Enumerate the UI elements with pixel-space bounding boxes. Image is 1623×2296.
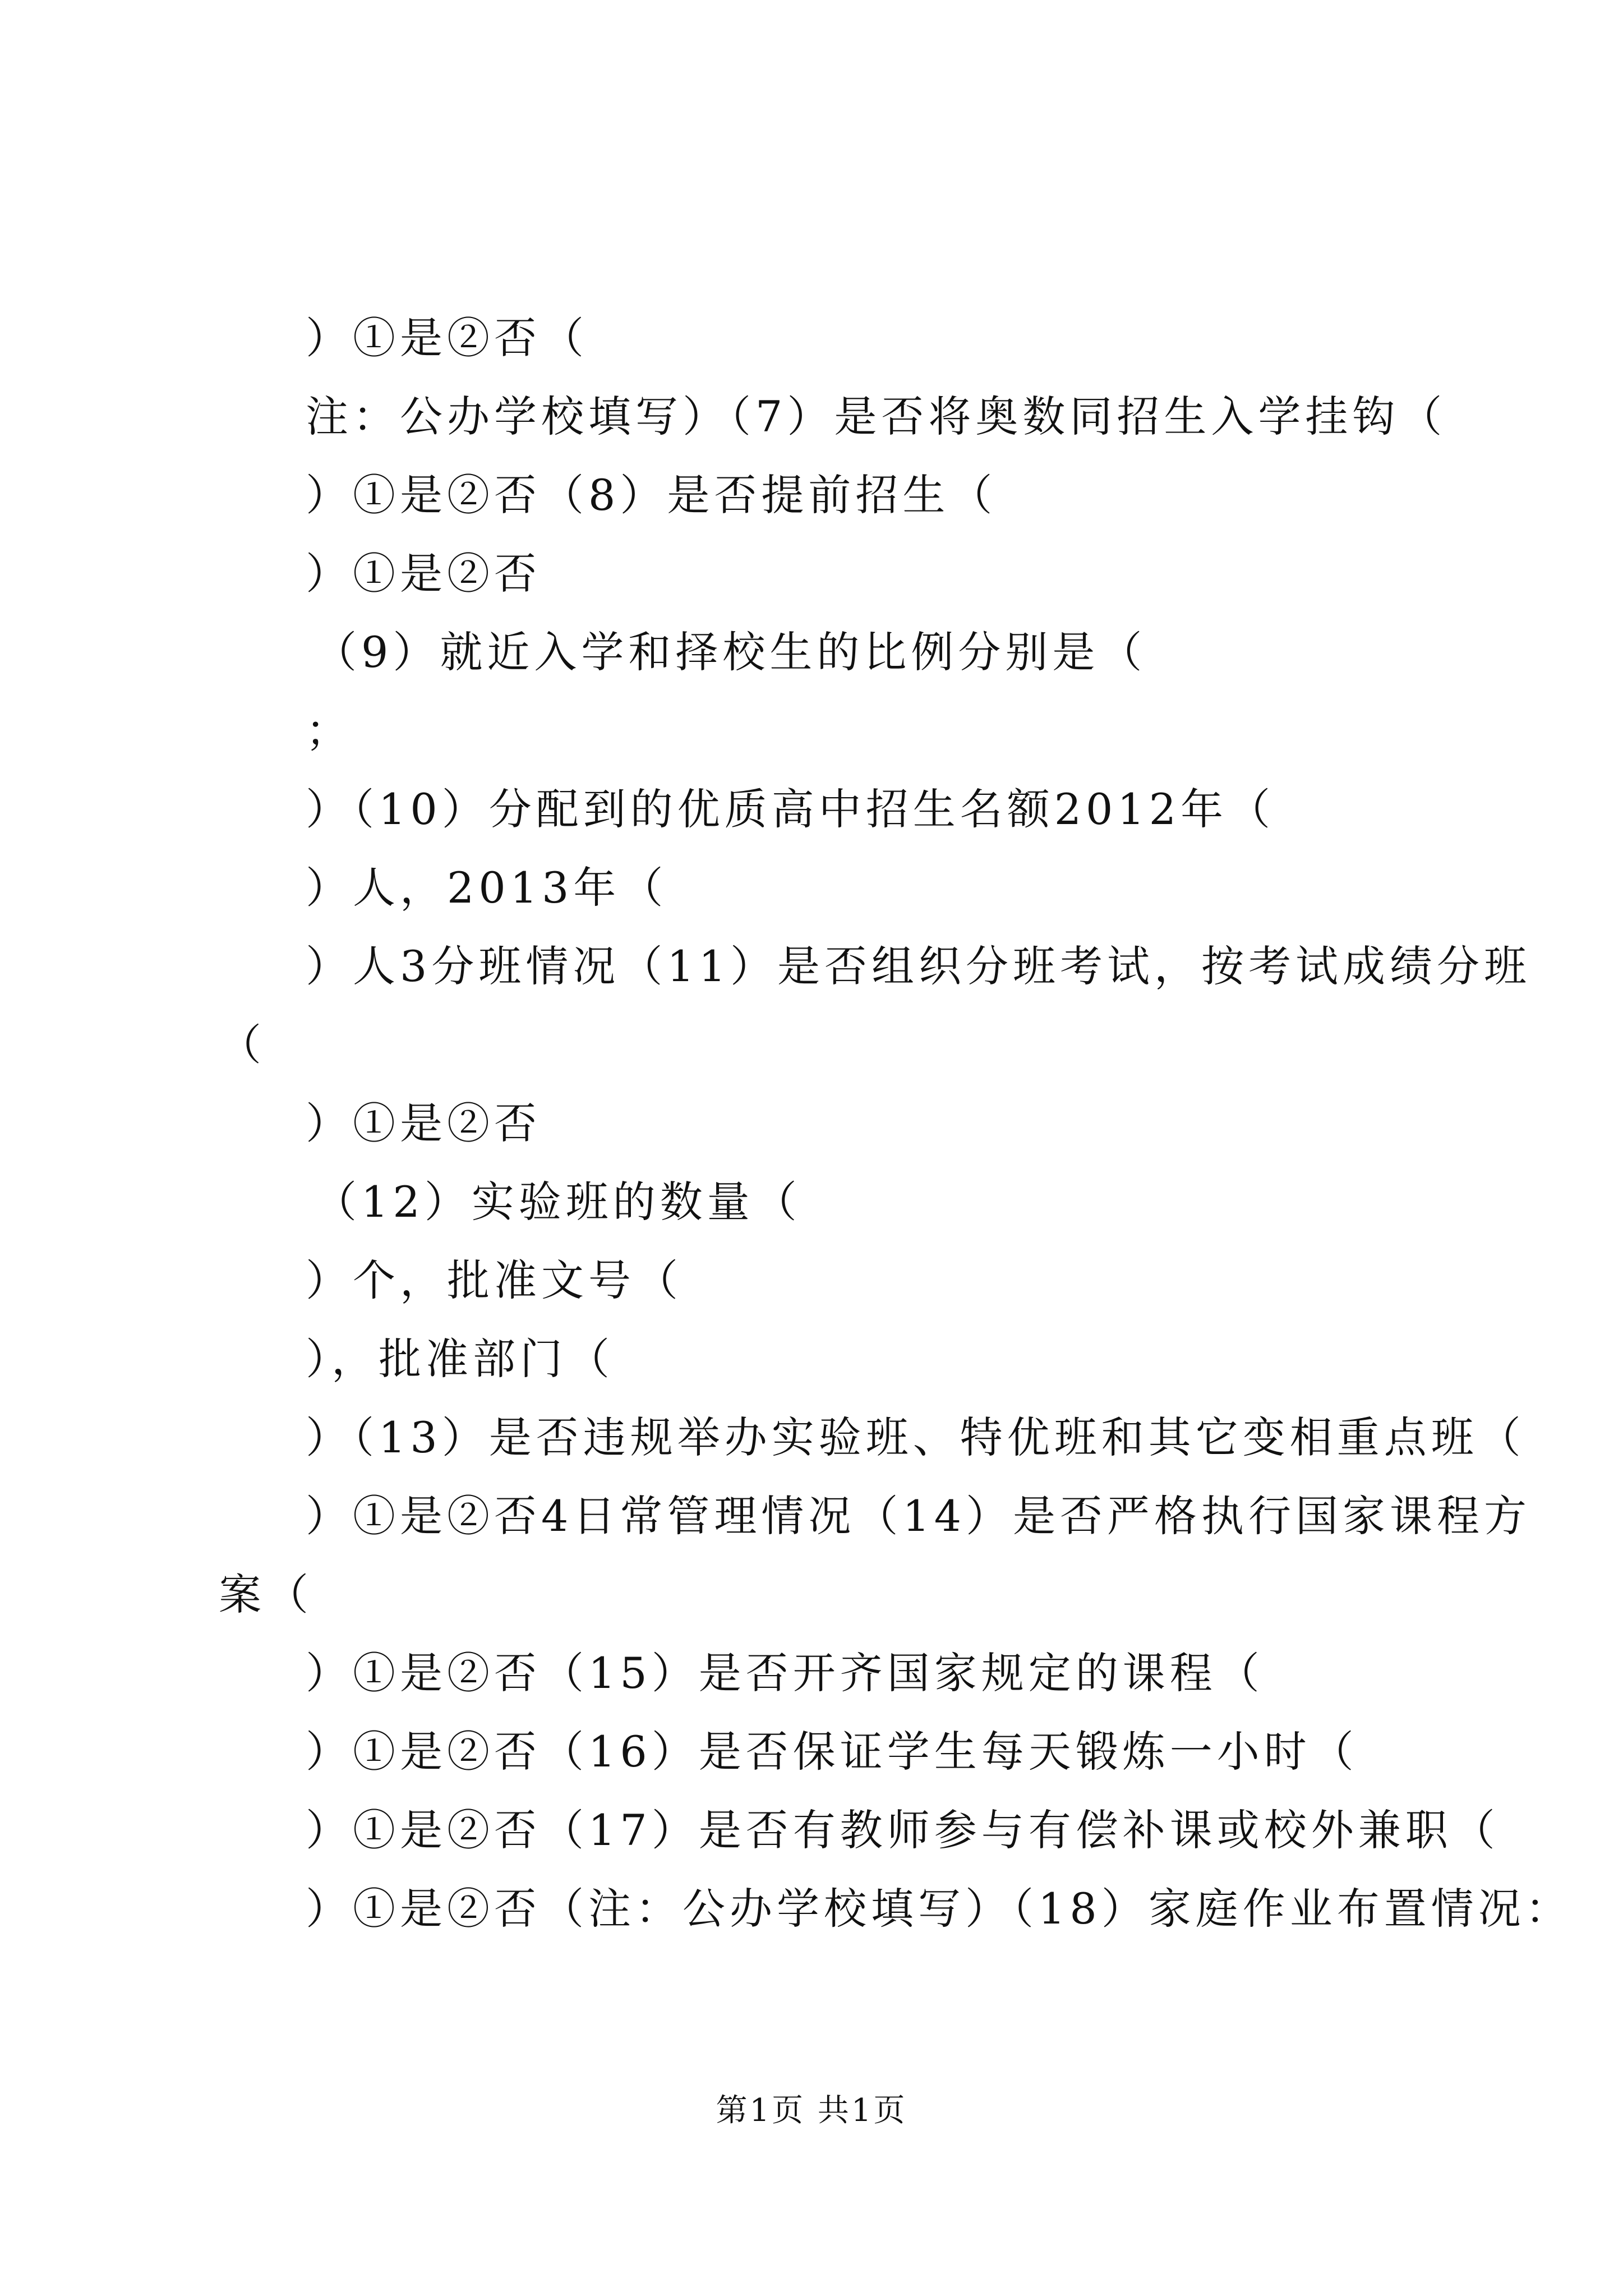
text-line: （12）实验班的数量（ (314, 1177, 801, 1227)
text-line: ）①是②否（15）是否开齐国家规定的课程（ (306, 1648, 1264, 1698)
text-line: ）①是②否（16）是否保证学生每天锻炼一小时（ (306, 1727, 1358, 1777)
text-line: ）①是②否 (306, 549, 541, 599)
text-line: ）①是②否 (306, 1098, 541, 1148)
text-line: ），批准部门（ (306, 1334, 614, 1384)
text-line: 注：公办学校填写）（7）是否将奥数同招生入学挂钩（ (306, 392, 1447, 441)
text-line: ）个，批准文号（ (306, 1255, 683, 1305)
text-line: （9）就近入学和择校生的比例分别是（ (314, 627, 1147, 677)
text-line: （ (219, 1020, 266, 1070)
text-line: ）①是②否（8）是否提前招生（ (306, 470, 997, 520)
text-line: ； (306, 706, 353, 756)
page-footer: 第1页 共1页 (716, 2092, 907, 2129)
text-line: ）①是②否（注：公办学校填写）（18）家庭作业布置情况： (306, 1884, 1573, 1934)
text-line: ）①是②否（ (306, 313, 588, 363)
text-line: ）人，2013年（ (306, 863, 668, 913)
text-line: ）①是②否（17）是否有教师参与有偿补课或校外兼职（ (306, 1805, 1500, 1855)
text-line: ）人3分班情况（11）是否组织分班考试，按考试成绩分班 (306, 941, 1532, 991)
text-line: 案（ (219, 1570, 313, 1619)
text-line: ）（13）是否违规举办实验班、特优班和其它变相重点班（ (306, 1412, 1525, 1462)
text-line: ）①是②否4日常管理情况（14）是否严格执行国家课程方 (306, 1491, 1532, 1541)
text-line: ）（10）分配到的优质高中招生名额2012年（ (306, 784, 1275, 834)
